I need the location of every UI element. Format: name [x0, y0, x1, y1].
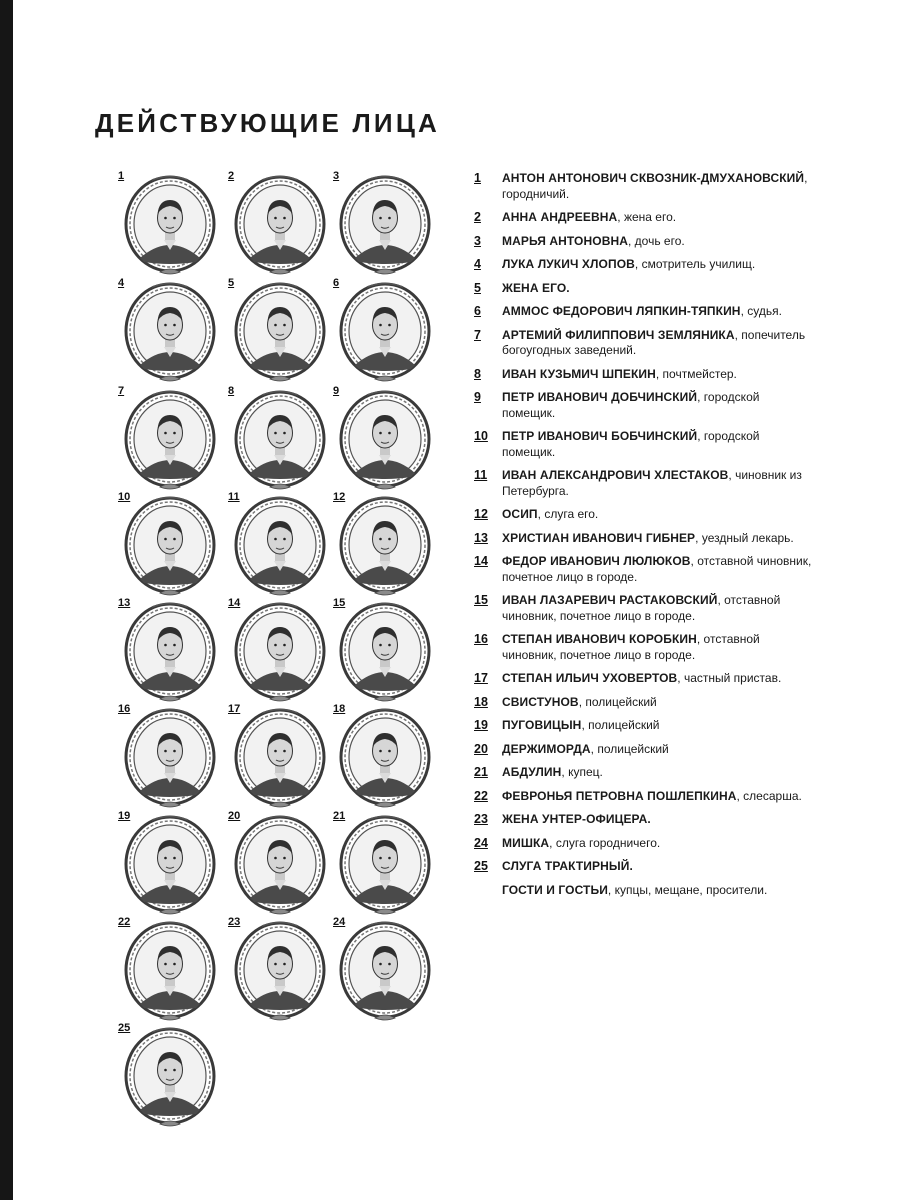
- oval-frame-portrait-icon: [337, 174, 433, 278]
- character-name: АММОС ФЕДОРОВИЧ ЛЯПКИН-ТЯПКИН: [502, 304, 741, 318]
- character-description: , попечитель богоугодных заведений.: [502, 327, 806, 357]
- portrait-card-12: [333, 491, 433, 601]
- character-number: 20: [474, 741, 488, 756]
- oval-frame-portrait-icon: [337, 920, 433, 1024]
- character-name: ЖЕНА УНТЕР-ОФИЦЕРА.: [502, 812, 651, 826]
- character-entry: [474, 257, 814, 273]
- oval-frame-portrait-icon: [122, 389, 218, 493]
- portrait-number: 7: [118, 385, 125, 397]
- portrait-card-24: [333, 916, 433, 1026]
- character-name: МИШКА: [502, 835, 550, 850]
- portrait-card-22: [118, 916, 218, 1026]
- character-number: 13: [474, 530, 488, 545]
- character-entry: [474, 718, 814, 734]
- character-name: ЛУКА ЛУКИЧ ХЛОПОВ: [502, 257, 635, 271]
- portrait-card-13: [118, 597, 218, 707]
- portrait-card-20: [228, 810, 328, 920]
- character-description: , судья.: [740, 304, 782, 318]
- character-number: 5: [474, 280, 481, 295]
- character-number: 17: [474, 671, 488, 685]
- character-name: ДЕРЖИМОРДА: [502, 741, 591, 756]
- character-entry: [474, 812, 814, 828]
- portrait-number: 11: [228, 491, 240, 503]
- portrait-number: 5: [228, 277, 235, 289]
- oval-frame-portrait-icon: [232, 389, 328, 493]
- portrait-number: 9: [333, 385, 340, 397]
- portrait-card-10: [118, 491, 218, 601]
- portrait-card-3: [333, 170, 433, 280]
- character-name: СЛУГА ТРАКТИРНЫЙ.: [502, 859, 633, 873]
- oval-frame-portrait-icon: [337, 601, 433, 705]
- character-entry: [474, 554, 814, 585]
- character-number: 2: [474, 210, 481, 224]
- character-description: , отставной чиновник, почетное лицо в городе.: [502, 554, 812, 584]
- character-entry: [474, 789, 814, 805]
- character-entry: [474, 531, 814, 547]
- character-name: ОСИП: [502, 507, 538, 521]
- character-entry: [474, 304, 814, 320]
- portrait-number: 16: [118, 703, 131, 715]
- character-number: 21: [474, 765, 488, 779]
- portrait-number: 13: [118, 597, 131, 609]
- character-entry: [474, 695, 814, 711]
- character-entry: [474, 671, 814, 687]
- portrait-number: 10: [118, 491, 131, 503]
- character-entry: [474, 593, 814, 624]
- character-number: 19: [474, 718, 488, 732]
- character-description: , частный пристав.: [677, 671, 782, 685]
- oval-frame-portrait-icon: [337, 389, 433, 493]
- character-name: МАРЬЯ АНТОНОВНА: [502, 233, 628, 248]
- character-number: 8: [474, 366, 481, 381]
- oval-frame-portrait-icon: [122, 1026, 218, 1130]
- portrait-card-14: [228, 597, 328, 707]
- portrait-number: 1: [118, 170, 125, 182]
- character-name: АРТЕМИЙ ФИЛИППОВИЧ ЗЕМЛЯНИКА: [502, 327, 735, 342]
- character-description: , купцы, мещане, просители.: [607, 882, 768, 897]
- character-name: ХРИСТИАН ИВАНОВИЧ ГИБНЕР: [502, 530, 696, 545]
- character-description: , слесарша.: [736, 788, 802, 803]
- character-number: 12: [474, 507, 488, 521]
- portrait-number: 21: [333, 810, 346, 822]
- portrait-number: 23: [228, 916, 241, 928]
- character-name: СВИСТУНОВ: [502, 694, 579, 709]
- portrait-card-15: [333, 597, 433, 707]
- character-description: , полицейский: [590, 741, 669, 756]
- character-number: 18: [474, 694, 488, 709]
- portrait-number: 22: [118, 916, 131, 928]
- portrait-card-23: [228, 916, 328, 1026]
- character-name: ФЕВРОНЬЯ ПЕТРОВНА ПОШЛЕПКИНА: [502, 788, 737, 803]
- character-entry: [474, 429, 814, 460]
- character-number: 7: [474, 327, 481, 342]
- character-number: 23: [474, 812, 488, 826]
- character-name: СТЕПАН ИВАНОВИЧ КОРОБКИН: [502, 632, 697, 646]
- oval-frame-portrait-icon: [337, 495, 433, 599]
- character-number: 24: [474, 835, 488, 850]
- character-entry: [474, 836, 814, 852]
- character-description: , жена его.: [617, 210, 677, 224]
- portrait-number: 2: [228, 170, 235, 182]
- portrait-card-11: [228, 491, 328, 601]
- portrait-number: 25: [118, 1022, 131, 1034]
- oval-frame-portrait-icon: [232, 707, 328, 811]
- character-description: , полицейский: [581, 718, 660, 732]
- portrait-number: 24: [333, 916, 346, 928]
- portrait-number: 17: [228, 703, 241, 715]
- character-number: 9: [474, 390, 481, 404]
- page-title: ДЕЙСТВУЮЩИЕ ЛИЦА: [95, 108, 440, 138]
- portrait-card-17: [228, 703, 328, 813]
- character-name: ИВАН КУЗЬМИЧ ШПЕКИН: [502, 366, 656, 381]
- oval-frame-portrait-icon: [122, 814, 218, 918]
- character-description: , отставной чиновник, почетное лицо в городе.: [502, 593, 781, 623]
- portrait-number: 4: [118, 277, 125, 289]
- character-description: , купец.: [561, 765, 603, 779]
- character-description: , слуга городничего.: [549, 835, 661, 850]
- character-description: , дочь его.: [628, 233, 685, 248]
- portrait-card-6: [333, 277, 433, 387]
- portrait-number: 6: [333, 277, 340, 289]
- character-description: , слуга его.: [537, 507, 599, 521]
- portrait-number: 18: [333, 703, 346, 715]
- character-description: , чиновник из Петербурга.: [502, 468, 802, 498]
- character-entry: [474, 367, 814, 383]
- character-entry: [474, 859, 814, 875]
- character-name: АБДУЛИН: [502, 765, 562, 779]
- oval-frame-portrait-icon: [122, 707, 218, 811]
- character-entry: [474, 281, 814, 297]
- portrait-card-9: [333, 385, 433, 495]
- portrait-card-19: [118, 810, 218, 920]
- portrait-number: 3: [333, 170, 340, 182]
- character-number: 14: [474, 554, 488, 568]
- character-number: 15: [474, 593, 488, 607]
- character-description: , городничий.: [502, 171, 808, 201]
- character-name: ИВАН АЛЕКСАНДРОВИЧ ХЛЕСТАКОВ: [502, 468, 729, 482]
- portrait-number: 19: [118, 810, 131, 822]
- portrait-card-16: [118, 703, 218, 813]
- character-entry: [474, 171, 814, 202]
- portrait-card-2: [228, 170, 328, 280]
- character-description: , городской помещик.: [502, 390, 760, 420]
- character-entry: [474, 883, 814, 899]
- character-number: 6: [474, 304, 481, 318]
- character-name: АНТОН АНТОНОВИЧ СКВОЗНИК-ДМУХАНОВСКИЙ: [502, 171, 805, 185]
- oval-frame-portrait-icon: [232, 814, 328, 918]
- character-entry: [474, 765, 814, 781]
- oval-frame-portrait-icon: [122, 281, 218, 385]
- oval-frame-portrait-icon: [122, 920, 218, 1024]
- character-description: , уездный лекарь.: [695, 530, 794, 545]
- character-number: 22: [474, 788, 488, 803]
- character-number: 16: [474, 632, 488, 646]
- portrait-card-1: [118, 170, 218, 280]
- character-number: 10: [474, 429, 488, 443]
- character-number: 11: [474, 468, 488, 482]
- oval-frame-portrait-icon: [337, 707, 433, 811]
- character-description: , смотритель училищ.: [634, 257, 756, 271]
- character-name: ГОСТИ И ГОСТЬИ: [502, 882, 608, 897]
- portrait-card-25: [118, 1022, 218, 1132]
- oval-frame-portrait-icon: [337, 814, 433, 918]
- character-entry: [474, 507, 814, 523]
- portrait-card-7: [118, 385, 218, 495]
- character-name: ИВАН ЛАЗАРЕВИЧ РАСТАКОВСКИЙ: [502, 593, 718, 607]
- oval-frame-portrait-icon: [122, 601, 218, 705]
- character-list: [474, 171, 814, 906]
- character-entry: [474, 234, 814, 250]
- character-description: , городской помещик.: [502, 429, 760, 459]
- portrait-card-8: [228, 385, 328, 495]
- portrait-card-4: [118, 277, 218, 387]
- portrait-card-21: [333, 810, 433, 920]
- character-name: ПУГОВИЦЫН: [502, 718, 582, 732]
- portrait-number: 15: [333, 597, 346, 609]
- character-number: 25: [474, 859, 488, 873]
- oval-frame-portrait-icon: [232, 920, 328, 1024]
- portrait-number: 14: [228, 597, 241, 609]
- portrait-number: 12: [333, 491, 346, 503]
- character-entry: [474, 632, 814, 663]
- character-number: 3: [474, 233, 481, 248]
- portrait-card-5: [228, 277, 328, 387]
- character-entry: [474, 390, 814, 421]
- character-name: ЖЕНА ЕГО.: [502, 280, 570, 295]
- character-entry: [474, 742, 814, 758]
- oval-frame-portrait-icon: [122, 495, 218, 599]
- character-description: , полицейский: [578, 694, 657, 709]
- oval-frame-portrait-icon: [232, 601, 328, 705]
- character-name: ПЕТР ИВАНОВИЧ БОБЧИНСКИЙ: [502, 429, 698, 443]
- oval-frame-portrait-icon: [232, 495, 328, 599]
- character-number: 1: [474, 171, 481, 185]
- character-description: , отставной чиновник, почетное лицо в городе.: [502, 632, 760, 662]
- character-entry: [474, 468, 814, 499]
- character-entry: [474, 328, 814, 359]
- character-number: 4: [474, 257, 481, 271]
- oval-frame-portrait-icon: [122, 174, 218, 278]
- portrait-card-18: [333, 703, 433, 813]
- oval-frame-portrait-icon: [232, 281, 328, 385]
- portrait-number: 20: [228, 810, 241, 822]
- portrait-number: 8: [228, 385, 235, 397]
- character-entry: [474, 210, 814, 226]
- character-description: , почтмейстер.: [655, 366, 737, 381]
- oval-frame-portrait-icon: [232, 174, 328, 278]
- oval-frame-portrait-icon: [337, 281, 433, 385]
- character-name: СТЕПАН ИЛЬИЧ УХОВЕРТОВ: [502, 671, 678, 685]
- character-name: ПЕТР ИВАНОВИЧ ДОБЧИНСКИЙ: [502, 390, 698, 404]
- character-name: ФЕДОР ИВАНОВИЧ ЛЮЛЮКОВ: [502, 554, 691, 568]
- character-name: АННА АНДРЕЕВНА: [502, 210, 618, 224]
